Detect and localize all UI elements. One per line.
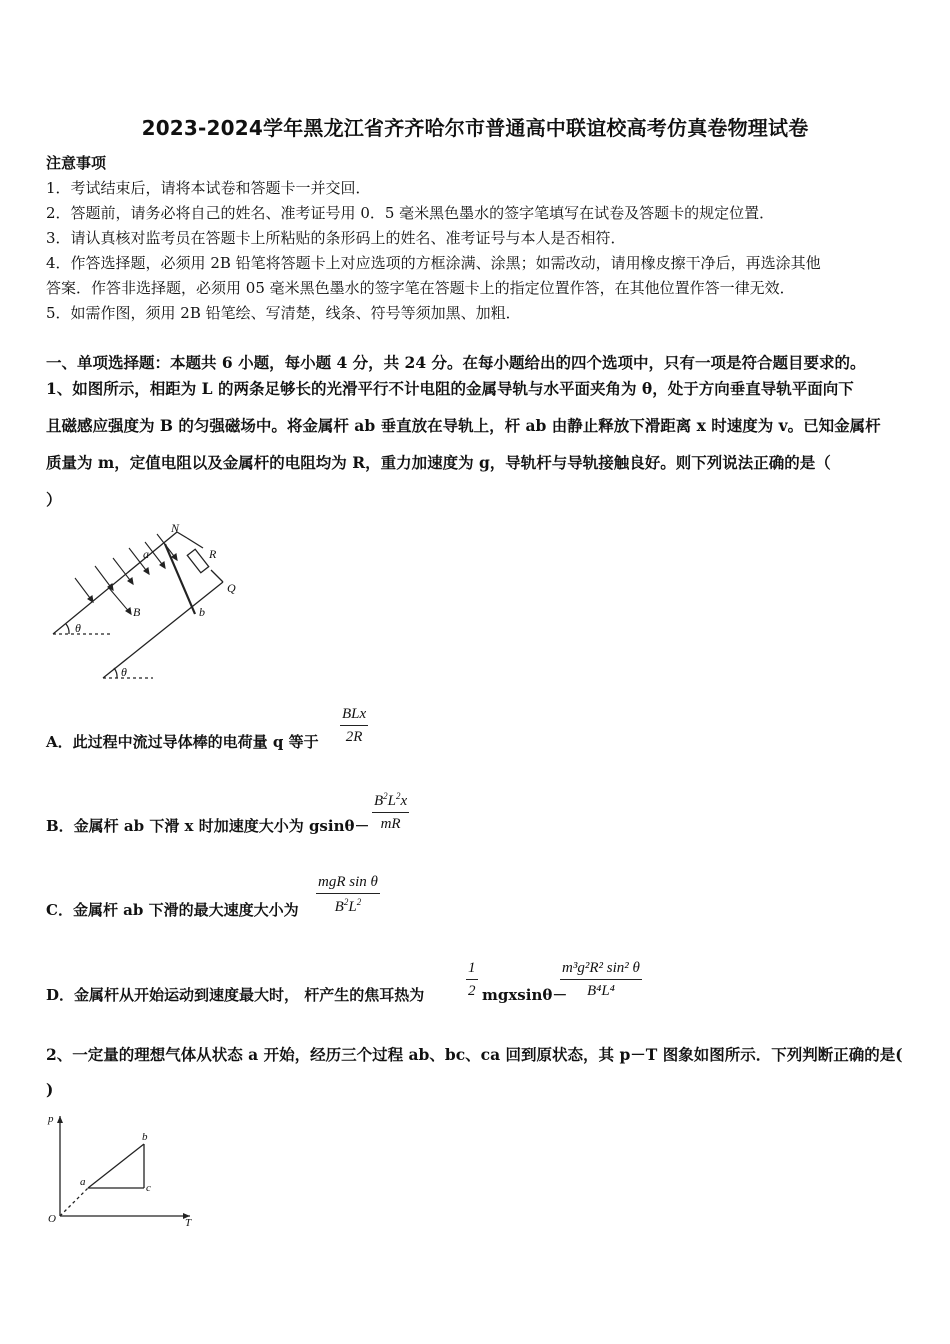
point-label-b: b: [142, 1131, 148, 1143]
point-label-c: c: [146, 1182, 151, 1194]
notice-item: 3．请认真核对监考员在答题卡上所粘贴的条形码上的姓名、准考证号与本人是否相符．: [46, 229, 626, 247]
rails-figure: [45, 518, 245, 688]
question-1-line: ）: [46, 490, 62, 509]
option-d[interactable]: D．金属杆从开始运动到速度最大时， 杆产生的焦耳热为: [46, 986, 425, 1004]
option-b-fraction: $B^2L^2x$ mR: [374, 791, 408, 832]
option-a[interactable]: A．此过程中流过导体棒的电荷量 q 等于: [46, 733, 319, 751]
label-N: N: [171, 521, 180, 535]
magnetic-field-arrows: [75, 534, 177, 614]
page-title: 2023-2024学年黑龙江省齐齐哈尔市普通高中联谊校高考仿真卷物理试卷: [141, 116, 809, 140]
label-theta-2: θ: [121, 665, 127, 679]
option-d-fraction: m³g²R² sin² θ B⁴L⁴: [562, 960, 640, 999]
question-1-line: 1、如图所示，相距为 L 的两条足够长的光滑平行不计电阻的金属导轨与水平面夹角为 θ，处于方向垂直导轨平面向下: [46, 379, 854, 398]
axis-label-T: T: [185, 1217, 192, 1228]
upper-rail: [53, 532, 177, 634]
notice-item: 4．作答选择题，必须用 2B 铅笔将答题卡上对应选项的方框涂满、涂黑；如需改动，请用橡皮擦干净后，再选涂其他: [46, 254, 821, 272]
resistor: [187, 549, 208, 572]
label-R: R: [209, 547, 217, 561]
axis-label-p: p: [48, 1113, 54, 1125]
label-a: a: [143, 547, 149, 561]
label-theta-1: θ: [75, 621, 81, 635]
notice-heading: 注意事项: [46, 154, 107, 172]
option-d-middle: mgxsinθ－: [482, 986, 568, 1004]
metal-rod: [165, 544, 195, 614]
question-2-line: ): [46, 1080, 54, 1099]
pt-graph: [40, 1108, 205, 1228]
lower-rail: [103, 582, 223, 678]
notice-item: 1．考试结束后，请将本试卷和答题卡一并交回．: [46, 179, 371, 197]
question-1-line: 且磁感应强度为 B 的匀强磁场中。将金属杆 ab 垂直放在导轨上，杆 ab 由静止释放下滑距离 x 时速度为 v。已知金属杆: [46, 416, 881, 435]
label-B: B: [133, 605, 141, 619]
option-a-fraction: [340, 706, 368, 746]
point-label-a: a: [80, 1176, 86, 1188]
notice-item: 答案．作答非选择题，必须用 05 毫米黑色墨水的签字笔在答题卡上的指定位置作答，在其他位置作答一律无效．: [46, 279, 795, 297]
notice-item: 5．如需作图，须用 2B 铅笔绘、写清楚，线条、符号等须加黑、加粗．: [46, 304, 521, 322]
fraction-numerator: BLx: [342, 706, 367, 722]
fraction-denominator: 2R: [345, 729, 363, 745]
process-ab: [88, 1144, 144, 1188]
label-b: b: [199, 605, 205, 619]
option-c[interactable]: C．金属杆 ab 下滑的最大速度大小为: [46, 901, 299, 919]
origin-label: O: [48, 1213, 56, 1225]
option-b[interactable]: B．金属杆 ab 下滑 x 时加速度大小为 gsinθ－: [46, 817, 370, 835]
notice-item: 2．答题前，请务必将自己的姓名、准考证号用 0．5 毫米黑色墨水的签字笔填写在试卷及答题卡的规定位置．: [46, 204, 775, 222]
option-c-fraction: mgR sin θ $B^2L^2$: [318, 874, 378, 915]
label-Q: Q: [227, 581, 236, 595]
question-1-line: 质量为 m，定值电阻以及金属杆的电阻均为 R，重力加速度为 g，导轨杆与导轨接触良好。则下列说法正确的是（: [46, 453, 831, 472]
question-2-line: 2、一定量的理想气体从状态 a 开始，经历三个过程 ab、bc、ca 回到原状态，其 p－T 图象如图所示．下列判断正确的是(: [46, 1045, 903, 1064]
section-heading: 一、单项选择题：本题共 6 小题，每小题 4 分，共 24 分。在每小题给出的四个选项中，只有一项是符合题目要求的。: [46, 353, 866, 372]
option-d-half: 1 2: [468, 960, 476, 999]
